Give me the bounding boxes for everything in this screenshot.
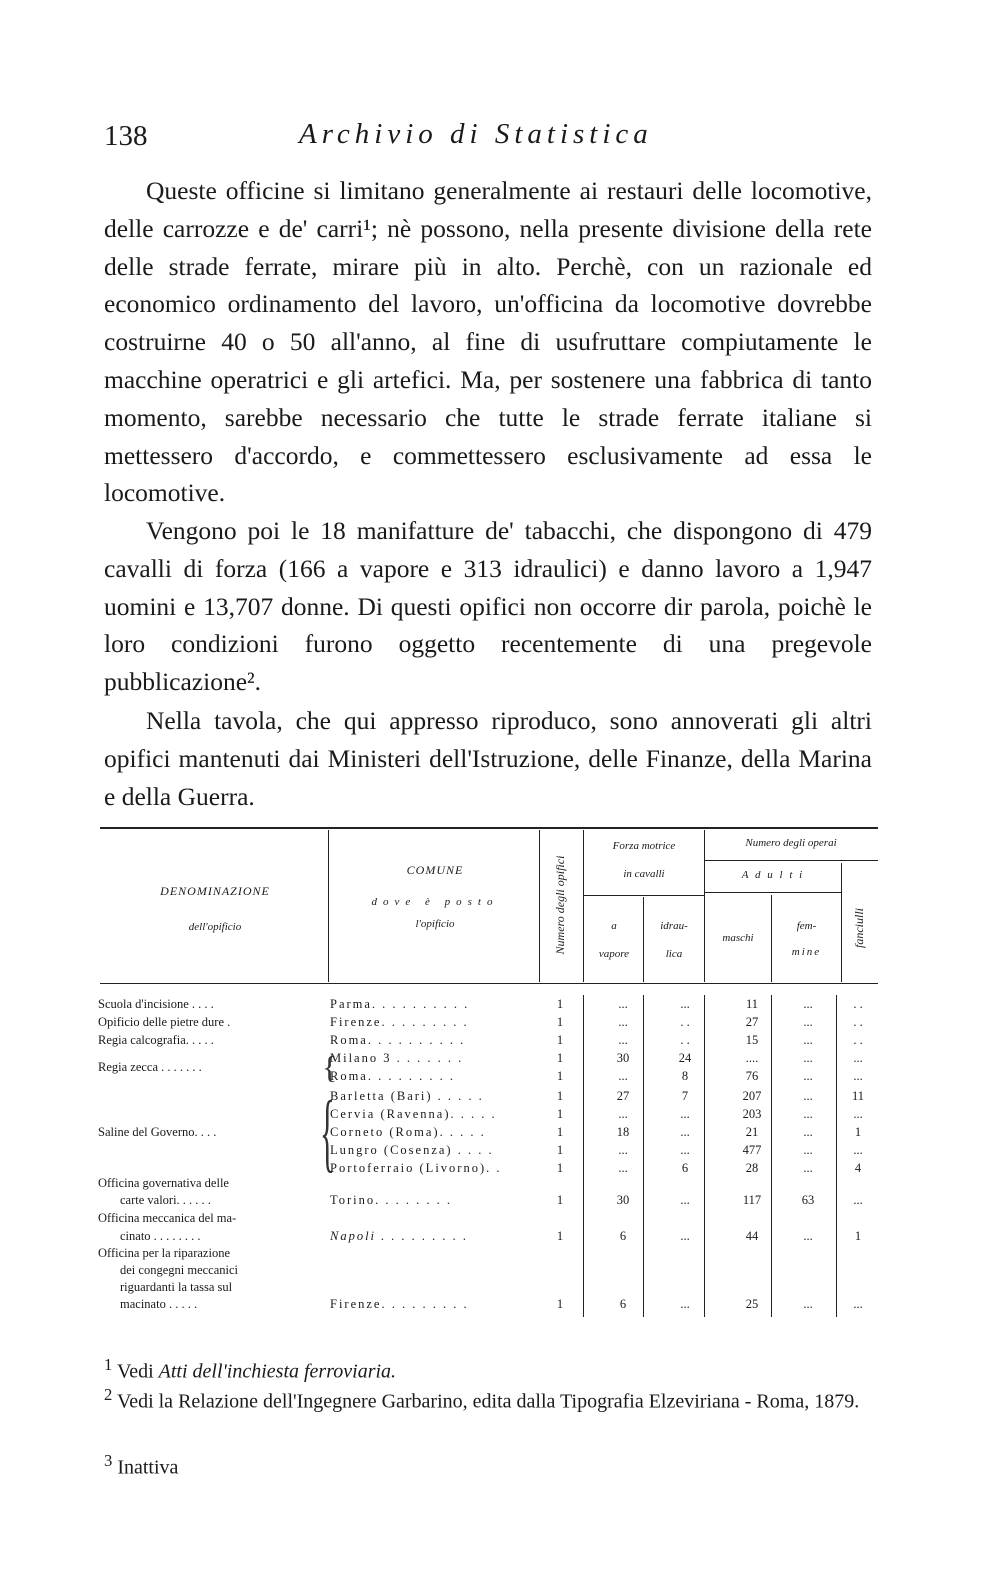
row-name: Officina meccanica del ma- bbox=[98, 1211, 237, 1225]
row-fanciulli: 1 bbox=[854, 1229, 862, 1243]
col-divider bbox=[328, 830, 329, 982]
footnote-text: Inattiva bbox=[117, 1456, 179, 1479]
row-vapore: 18 bbox=[616, 1125, 630, 1139]
row-numero: 1 bbox=[556, 1125, 564, 1139]
col-divider bbox=[643, 995, 644, 1317]
paragraph-text: Queste officine si limitano generalmente ai restauri delle locomotive, delle carrozze e de' carri¹; nè possono, nella presente divisione della rete delle strade ferrate, mirare più in alto. Perchè, con un razionale ed economico ordinamento del lavoro, un'officina da locomotive dovrebbe costruirne 40 o 50 all'anno, al fine di usufruttare compiutamente le macchine operatrici e gli artefici. Ma, per sostenere una fabbrica di tanto momento, sarebbe necessario che tutte le strade ferrate italiane si mettessero d'accordo, e commettessero esclusivamente ad essa le locomotive. bbox=[104, 176, 872, 508]
header-idraulica-2: lica bbox=[665, 948, 683, 960]
paragraph-text: Nella tavola, che qui appresso riproduco, sono annoverati gli altri opifici mantenuti dai Ministeri dell'Istruzione, delle Finanze, della Marina e della Guerra. bbox=[104, 706, 872, 811]
row-numero: 1 bbox=[556, 1015, 564, 1029]
row-idraulica: ... bbox=[680, 1229, 690, 1243]
row-fanciulli: 4 bbox=[854, 1161, 862, 1175]
row-name: dei congegni meccanici bbox=[120, 1263, 238, 1277]
running-header bbox=[104, 118, 904, 158]
row-comune: Roma. . . . . . . . . . bbox=[330, 1033, 466, 1047]
paragraph-1 bbox=[104, 172, 872, 512]
footnote-2 bbox=[104, 1380, 884, 1417]
row-fanciulli: ... bbox=[853, 1107, 863, 1121]
row-maschi: 27 bbox=[745, 1015, 759, 1029]
row-femmine: ... bbox=[803, 1143, 813, 1157]
row-fanciulli: . . bbox=[853, 1033, 863, 1047]
header-numero-operai: Numero degli operai bbox=[745, 837, 837, 849]
row-fanciulli: ... bbox=[853, 1143, 863, 1157]
row-vapore: ... bbox=[618, 997, 628, 1011]
row-vapore: 30 bbox=[616, 1193, 630, 1207]
paragraph-2 bbox=[104, 512, 872, 701]
header-a-vapore-2: vapore bbox=[598, 948, 630, 960]
row-fanciulli: ... bbox=[853, 1193, 863, 1207]
table-top-rule bbox=[100, 827, 878, 829]
row-maschi: 15 bbox=[745, 1033, 759, 1047]
row-maschi: 21 bbox=[745, 1125, 759, 1139]
row-fanciulli: ... bbox=[853, 1297, 863, 1311]
header-denominazione: DENOMINAZIONE bbox=[160, 884, 270, 898]
row-name: Regia calcografia. . . . . bbox=[98, 1033, 214, 1047]
col-divider bbox=[771, 895, 772, 982]
row-fanciulli: 1 bbox=[854, 1125, 862, 1139]
row-maschi: 25 bbox=[745, 1297, 759, 1311]
row-vapore: 27 bbox=[616, 1089, 630, 1103]
row-numero: 1 bbox=[556, 1051, 564, 1065]
row-vapore: ... bbox=[618, 1161, 628, 1175]
row-femmine: 63 bbox=[801, 1193, 815, 1207]
row-comune: Corneto (Roma). . . . . bbox=[330, 1125, 486, 1139]
row-vapore: ... bbox=[618, 1033, 628, 1047]
header-adulti: A d u l t i bbox=[741, 869, 805, 881]
row-idraulica: 24 bbox=[678, 1051, 692, 1065]
footnote-text: Vedi bbox=[116, 1360, 159, 1383]
header-idraulica-1: idrau- bbox=[660, 920, 688, 932]
header-maschi: maschi bbox=[722, 932, 754, 944]
row-comune: Portoferraio (Livorno). . bbox=[330, 1161, 502, 1175]
footnote-mark: 3 bbox=[104, 1451, 113, 1470]
col-divider bbox=[539, 830, 540, 982]
header-fanciulli: fanciulli bbox=[852, 908, 866, 948]
row-numero: 1 bbox=[556, 997, 564, 1011]
sub-rule bbox=[704, 860, 878, 861]
row-idraulica: ... bbox=[680, 1297, 690, 1311]
row-femmine: ... bbox=[803, 1107, 813, 1121]
col-divider bbox=[583, 830, 584, 982]
paragraph-3 bbox=[104, 702, 872, 815]
header-denominazione-sub: dell'opificio bbox=[188, 921, 242, 933]
row-comune: Barletta (Bari) . . . . . bbox=[330, 1089, 484, 1103]
group-brace: { bbox=[322, 1049, 338, 1085]
row-femmine: ... bbox=[803, 1229, 813, 1243]
row-vapore: ... bbox=[618, 1069, 628, 1083]
row-fanciulli: . . bbox=[853, 997, 863, 1011]
row-name: Scuola d'incisione . . . . bbox=[98, 997, 214, 1011]
row-idraulica: ... bbox=[680, 1107, 690, 1121]
row-idraulica: . . bbox=[680, 1033, 690, 1047]
row-vapore: 30 bbox=[616, 1051, 630, 1065]
row-numero: 1 bbox=[556, 1089, 564, 1103]
row-maschi: 44 bbox=[745, 1229, 759, 1243]
footnote-mark: 2 bbox=[104, 1385, 113, 1404]
row-idraulica: 8 bbox=[681, 1069, 689, 1083]
row-name: Saline del Governo. . . . bbox=[98, 1125, 217, 1139]
header-femmine-2: mine bbox=[791, 946, 822, 958]
row-idraulica: ... bbox=[680, 997, 690, 1011]
col-divider bbox=[841, 863, 842, 982]
row-comune: Firenze. . . . . . . . . bbox=[330, 1297, 469, 1311]
row-idraulica: . . bbox=[680, 1015, 690, 1029]
row-name: cinato . . . . . . . . bbox=[120, 1229, 201, 1243]
row-name: riguardanti la tassa sul bbox=[120, 1280, 233, 1294]
row-femmine: ... bbox=[803, 1297, 813, 1311]
row-numero: 1 bbox=[556, 1229, 564, 1243]
col-divider bbox=[704, 995, 705, 1317]
header-comune: COMUNE bbox=[406, 863, 464, 877]
row-femmine: ... bbox=[803, 1161, 813, 1175]
header-forza: Forza motrice bbox=[612, 840, 676, 852]
row-name: Regia zecca . . . . . . . bbox=[98, 1060, 202, 1074]
row-comune: Firenze. . . . . . . . . bbox=[330, 1015, 469, 1029]
row-comune: Roma. . . . . . . . . bbox=[330, 1069, 455, 1083]
row-femmine: ... bbox=[803, 1125, 813, 1139]
row-maschi: 117 bbox=[742, 1193, 762, 1207]
row-maschi: 203 bbox=[742, 1107, 762, 1121]
col-divider bbox=[704, 830, 705, 982]
row-femmine: ... bbox=[803, 1051, 813, 1065]
footnote-text: Vedi la Relazione dell'Ingegnere Garbarino, edita dalla Tipografia Elzeviriana - Roma, 1879. bbox=[116, 1390, 860, 1413]
header-comune-sub1: dove è posto bbox=[371, 896, 499, 908]
row-name: Officina governativa delle bbox=[98, 1176, 229, 1190]
row-comune: Torino. . . . . . . . bbox=[330, 1193, 453, 1207]
header-forza-sub: in cavalli bbox=[623, 868, 665, 880]
footnote-italic-text: Atti dell'inchiesta ferroviaria. bbox=[158, 1360, 397, 1383]
row-fanciulli: . . bbox=[853, 1015, 863, 1029]
row-maschi: 76 bbox=[745, 1069, 759, 1083]
row-maschi: 28 bbox=[745, 1161, 759, 1175]
row-maschi: .... bbox=[745, 1051, 759, 1065]
row-femmine: ... bbox=[803, 1015, 813, 1029]
header-femmine-1: fem- bbox=[796, 920, 817, 932]
row-comune: Lungro (Cosenza) . . . . bbox=[330, 1143, 494, 1157]
sub-rule bbox=[583, 895, 704, 896]
group-brace: { bbox=[320, 1084, 335, 1181]
row-femmine: ... bbox=[803, 1069, 813, 1083]
header-a-vapore-1: a bbox=[611, 920, 617, 932]
row-name: macinato . . . . . bbox=[120, 1297, 198, 1311]
row-name: Officina per la riparazione bbox=[98, 1246, 230, 1260]
sub-rule bbox=[704, 892, 842, 893]
row-femmine: ... bbox=[803, 1033, 813, 1047]
row-maschi: 477 bbox=[742, 1143, 762, 1157]
row-name: Opificio delle pietre dure . bbox=[98, 1015, 231, 1029]
row-name: carte valori. . . . . . bbox=[120, 1193, 211, 1207]
row-numero: 1 bbox=[556, 1161, 564, 1175]
row-idraulica: 7 bbox=[681, 1089, 689, 1103]
row-vapore: 6 bbox=[619, 1297, 627, 1311]
header-numero-opifici: Numero degli opifici bbox=[553, 855, 567, 955]
row-maschi: 11 bbox=[745, 997, 759, 1011]
col-divider bbox=[643, 897, 644, 982]
row-fanciulli: 11 bbox=[851, 1089, 865, 1103]
row-numero: 1 bbox=[556, 1069, 564, 1083]
col-divider bbox=[583, 995, 584, 1317]
page-number: 138 bbox=[104, 120, 148, 152]
row-idraulica: ... bbox=[680, 1143, 690, 1157]
col-divider bbox=[771, 995, 772, 1317]
row-idraulica: 6 bbox=[681, 1161, 689, 1175]
row-numero: 1 bbox=[556, 1193, 564, 1207]
row-femmine: ... bbox=[803, 997, 813, 1011]
running-head: Archivio di Statistica bbox=[299, 118, 653, 150]
col-divider bbox=[836, 995, 837, 1317]
header-comune-sub2: l'opificio bbox=[415, 918, 455, 930]
row-vapore: ... bbox=[618, 1143, 628, 1157]
paragraph-text: Vengono poi le 18 manifatture de' tabacchi, che dispongono di 479 cavalli di forza (166 a vapore e 313 idraulici) e danno lavoro a 1,947 uomini e 13,707 donne. Di questi opifici non occorre dir parola, poichè le loro condizioni furono oggetto recentemente di una pregevole pubblicazione². bbox=[104, 516, 872, 697]
row-numero: 1 bbox=[556, 1297, 564, 1311]
row-vapore: 6 bbox=[619, 1229, 627, 1243]
row-comune: Napoli . . . . . . . . . bbox=[330, 1229, 469, 1243]
row-numero: 1 bbox=[556, 1033, 564, 1047]
row-numero: 1 bbox=[556, 1143, 564, 1157]
row-vapore: ... bbox=[618, 1015, 628, 1029]
row-comune: Parma. . . . . . . . . . bbox=[330, 997, 470, 1011]
row-fanciulli: ... bbox=[853, 1051, 863, 1065]
row-idraulica: ... bbox=[680, 1125, 690, 1139]
footnote-mark: 1 bbox=[104, 1355, 113, 1374]
row-comune: Cervia (Ravenna). . . . . bbox=[330, 1107, 497, 1121]
row-fanciulli: ... bbox=[853, 1069, 863, 1083]
table-header-rule bbox=[100, 983, 878, 984]
row-vapore: ... bbox=[618, 1107, 628, 1121]
row-idraulica: ... bbox=[680, 1193, 690, 1207]
row-numero: 1 bbox=[556, 1107, 564, 1121]
row-femmine: ... bbox=[803, 1089, 813, 1103]
footnote-3 bbox=[104, 1446, 884, 1483]
row-maschi: 207 bbox=[742, 1089, 762, 1103]
row-comune: Milano 3 . . . . . . . bbox=[330, 1051, 464, 1065]
